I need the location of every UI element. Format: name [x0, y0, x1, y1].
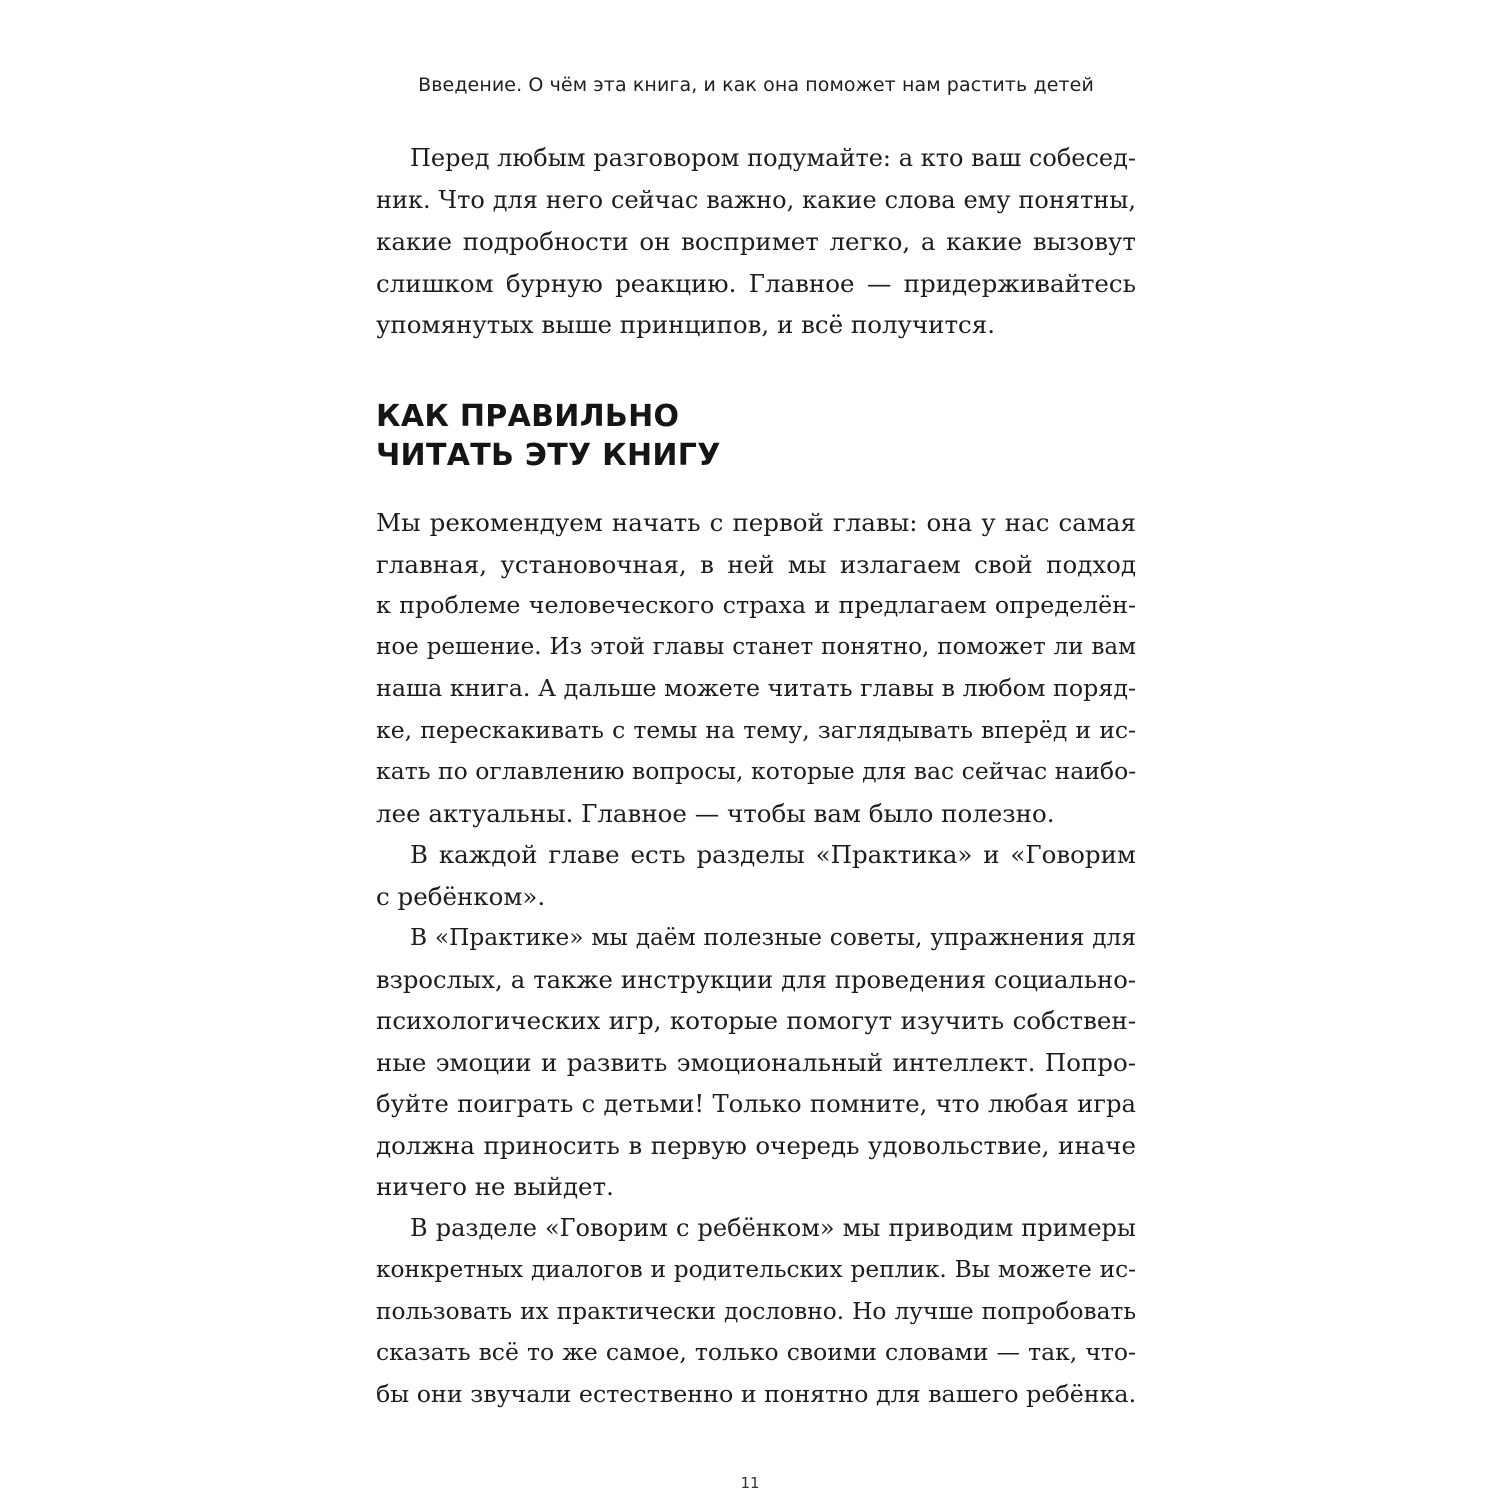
- paragraph-line: конкретных диалогов и родительских реплик. Вы можете ис-: [376, 1256, 1136, 1283]
- paragraph-reading-order: [376, 502, 1136, 1415]
- paragraph-line: Перед любым разговором подумайте: а кто ваш собесед-: [410, 144, 1136, 172]
- paragraph-line: взрослых, а также инструкции для проведения социально-: [376, 964, 1136, 994]
- paragraph-line: буйте поиграть с детьми! Только помните, что любая игра: [376, 1089, 1136, 1118]
- paragraph-line: В каждой главе есть разделы «Практика» и «Говорим: [410, 840, 1136, 869]
- paragraph-line: главная, установочная, в ней мы излагаем свой подход: [376, 549, 1136, 579]
- paragraph-line: должна приносить в первую очередь удовольствие, иначе: [376, 1130, 1136, 1160]
- running-header: Введение. О чём эта книга, и как она поможет нам растить детей: [418, 74, 1094, 96]
- paragraph-line: кать по оглавлению вопросы, которые для вас сейчас наибо-: [376, 757, 1137, 785]
- paragraph-line: слишком бурную реакцию. Главное — придерживайтесь: [376, 268, 1136, 298]
- paragraph-line: В разделе «Говорим с ребёнком» мы приводим примеры: [410, 1213, 1136, 1242]
- paragraph-line: лее актуальны. Главное — чтобы вам было полезно.: [376, 798, 1055, 828]
- paragraph-line: Мы рекомендуем начать с первой главы: она у нас самая: [376, 508, 1136, 537]
- section-heading-line: ЧИТАТЬ ЭТУ КНИГУ: [376, 438, 721, 473]
- paragraph-line: ке, перескакивать с темы на тему, заглядывать вперёд и ис-: [376, 715, 1136, 744]
- paragraph-line: ное решение. Из этой главы станет понятно, поможет ли вам: [376, 633, 1136, 660]
- paragraph-line: ные эмоции и развить эмоциональный интеллект. Попро-: [376, 1047, 1136, 1077]
- paragraph-line: ник. Что для него сейчас важно, какие слова ему понятны,: [376, 185, 1136, 214]
- paragraph-line: сказать всё то же самое, только своими словами — так, что-: [376, 1338, 1136, 1366]
- page-number: 11: [740, 1474, 760, 1492]
- paragraph-line: психологических игр, которые помогут изучить собствен-: [376, 1006, 1136, 1035]
- section-heading: [376, 397, 1136, 475]
- paragraph-line: В «Практике» мы даём полезные советы, упражнения для: [410, 924, 1136, 951]
- paragraph-line: упомянутых выше принципов, и всё получится.: [376, 310, 995, 339]
- paragraph-line: какие подробности он воспримет легко, а какие вызовут: [376, 227, 1136, 256]
- paragraph-line: к проблеме человеческого страха и предлагаем определён-: [376, 591, 1136, 619]
- paragraph-line: пользовать их практически дословно. Но лучше попробовать: [376, 1297, 1136, 1325]
- paragraph-line: ничего не выйдет.: [376, 1172, 614, 1201]
- paragraph-line: наша книга. А дальше можете читать главы в любом поряд-: [376, 674, 1136, 702]
- intro-paragraph: [376, 138, 1136, 346]
- paragraph-line: бы они звучали естественно и понятно для вашего ребёнка.: [376, 1379, 1137, 1408]
- paragraph-line: с ребёнком».: [376, 881, 546, 911]
- section-heading-line: КАК ПРАВИЛЬНО: [376, 399, 680, 434]
